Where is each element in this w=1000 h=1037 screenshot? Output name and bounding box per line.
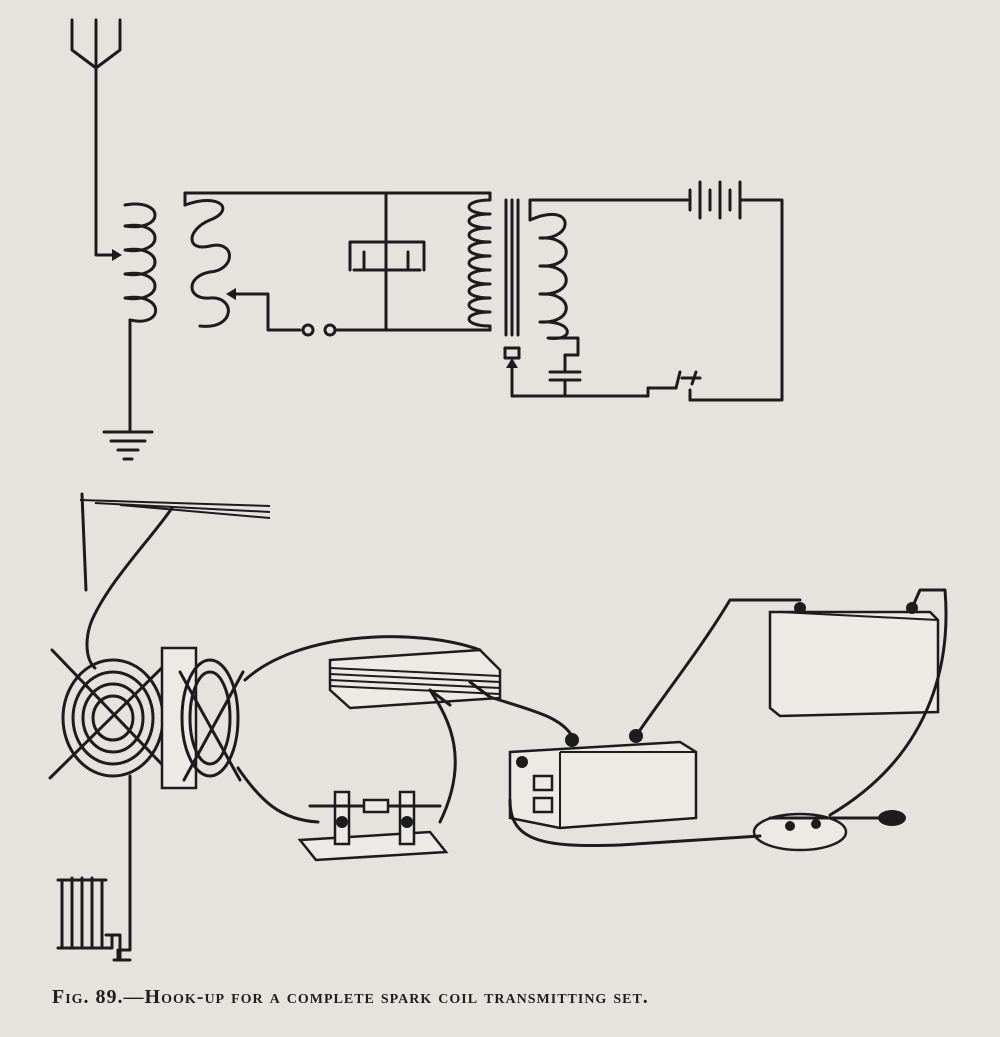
spark-gap-symbol	[303, 325, 490, 335]
ground-symbol	[104, 432, 152, 459]
oscillation-secondary-coil	[185, 193, 490, 330]
figure-caption: Fig. 89.—Hook-up for a complete spark coil transmitting set.	[52, 986, 649, 1008]
aerial-mast	[80, 494, 270, 668]
aerial-symbol	[72, 20, 122, 261]
spark-coil-secondary	[469, 193, 490, 330]
condenser-symbol	[350, 193, 424, 330]
pictorial-hookup	[50, 494, 946, 960]
battery-symbol	[690, 182, 782, 400]
storage-battery	[770, 602, 938, 716]
glass-plate-condenser	[330, 650, 500, 708]
radiator-ground	[58, 878, 130, 960]
spark-coil-core	[506, 200, 518, 335]
helix-coupler	[50, 648, 243, 960]
schematic	[72, 20, 782, 459]
interrupter-symbol	[505, 348, 676, 396]
spark-gap-stand	[300, 792, 446, 860]
oscillation-primary-coil	[125, 204, 156, 432]
spark-coil-primary	[530, 200, 690, 355]
spark-coil-box	[510, 729, 696, 828]
interrupter-condenser	[550, 355, 580, 396]
key-symbol	[676, 372, 700, 400]
